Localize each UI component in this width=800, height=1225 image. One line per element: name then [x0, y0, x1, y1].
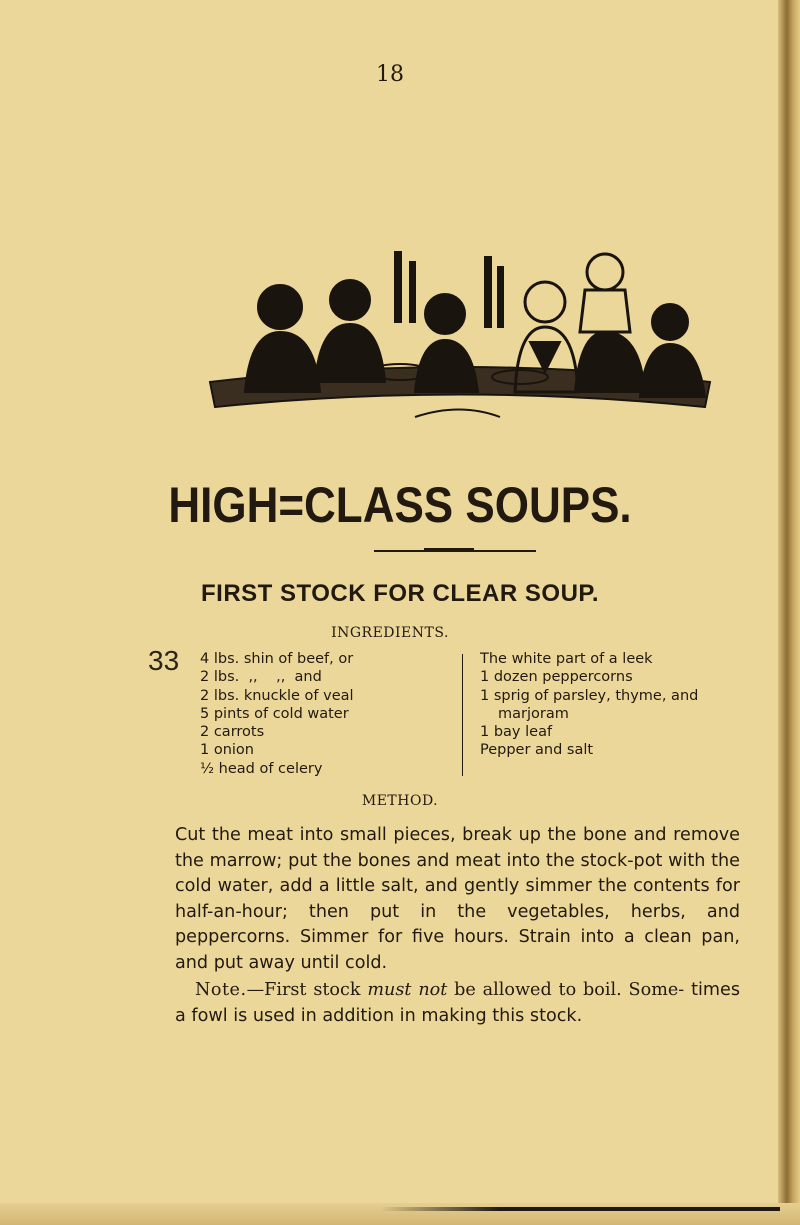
- ingredient-item: The white part of a leek: [480, 651, 653, 667]
- method-text: Cut the meat into small pieces, break up the bone and remove the marrow; put the bones and meat into the stock-pot with the cold water, add a little salt, and gently simmer the contents for half-an-hour; then put in the vegetables, herbs, and peppercorns. Simmer for five hours. Strain into a clean pan, and put away until cold.: [175, 825, 740, 973]
- ingredient-item: 4 lbs. shin of beef, or: [200, 651, 354, 667]
- method-heading: METHOD.: [361, 793, 439, 809]
- column-divider: [462, 654, 463, 776]
- ingredient-item: 1 bay leaf: [480, 724, 553, 741]
- ingredient-item: 2 carrots: [200, 724, 265, 741]
- diners-engraving-icon: [200, 232, 720, 432]
- page-edge: [778, 0, 800, 1225]
- title-rule-accent: [424, 548, 474, 552]
- note-text: times a fowl is used in addition in making this stock.: [175, 980, 740, 1026]
- ingredient-item: Pepper and salt: [480, 742, 594, 759]
- ingredients-left-column: [200, 650, 450, 778]
- ingredient-item: 1 sprig of parsley, thyme, and: [480, 687, 699, 704]
- ingredient-item: ½ head of celery: [200, 760, 323, 777]
- ingredient-item: 2 lbs. ,, ,, and: [200, 669, 322, 686]
- ingredients-right-column: [480, 650, 750, 760]
- note-text: —First stock: [246, 980, 368, 1000]
- main-title: HIGH=CLASS SOUPS.: [168, 477, 632, 533]
- ingredient-item: marjoram: [498, 705, 569, 722]
- bottom-rule: [380, 1207, 780, 1211]
- ingredient-item: 5 pints of cold water: [200, 705, 349, 722]
- note-label: Note.: [195, 980, 247, 1000]
- ingredient-item: 1 dozen peppercorns: [480, 669, 633, 686]
- ingredients-heading: INGREDIENTS.: [331, 625, 449, 641]
- note-paragraph: [175, 978, 740, 1029]
- margin-number: 33: [148, 645, 180, 676]
- note-text: be allowed to boil. Some-: [447, 980, 685, 1000]
- note-emphasis: must not: [367, 980, 448, 1000]
- ingredient-item: 1 onion: [200, 742, 254, 759]
- page-number: 18: [376, 62, 404, 87]
- section-title: FIRST STOCK FOR CLEAR SOUP.: [201, 580, 599, 607]
- ingredient-item: 2 lbs. knuckle of veal: [200, 687, 354, 704]
